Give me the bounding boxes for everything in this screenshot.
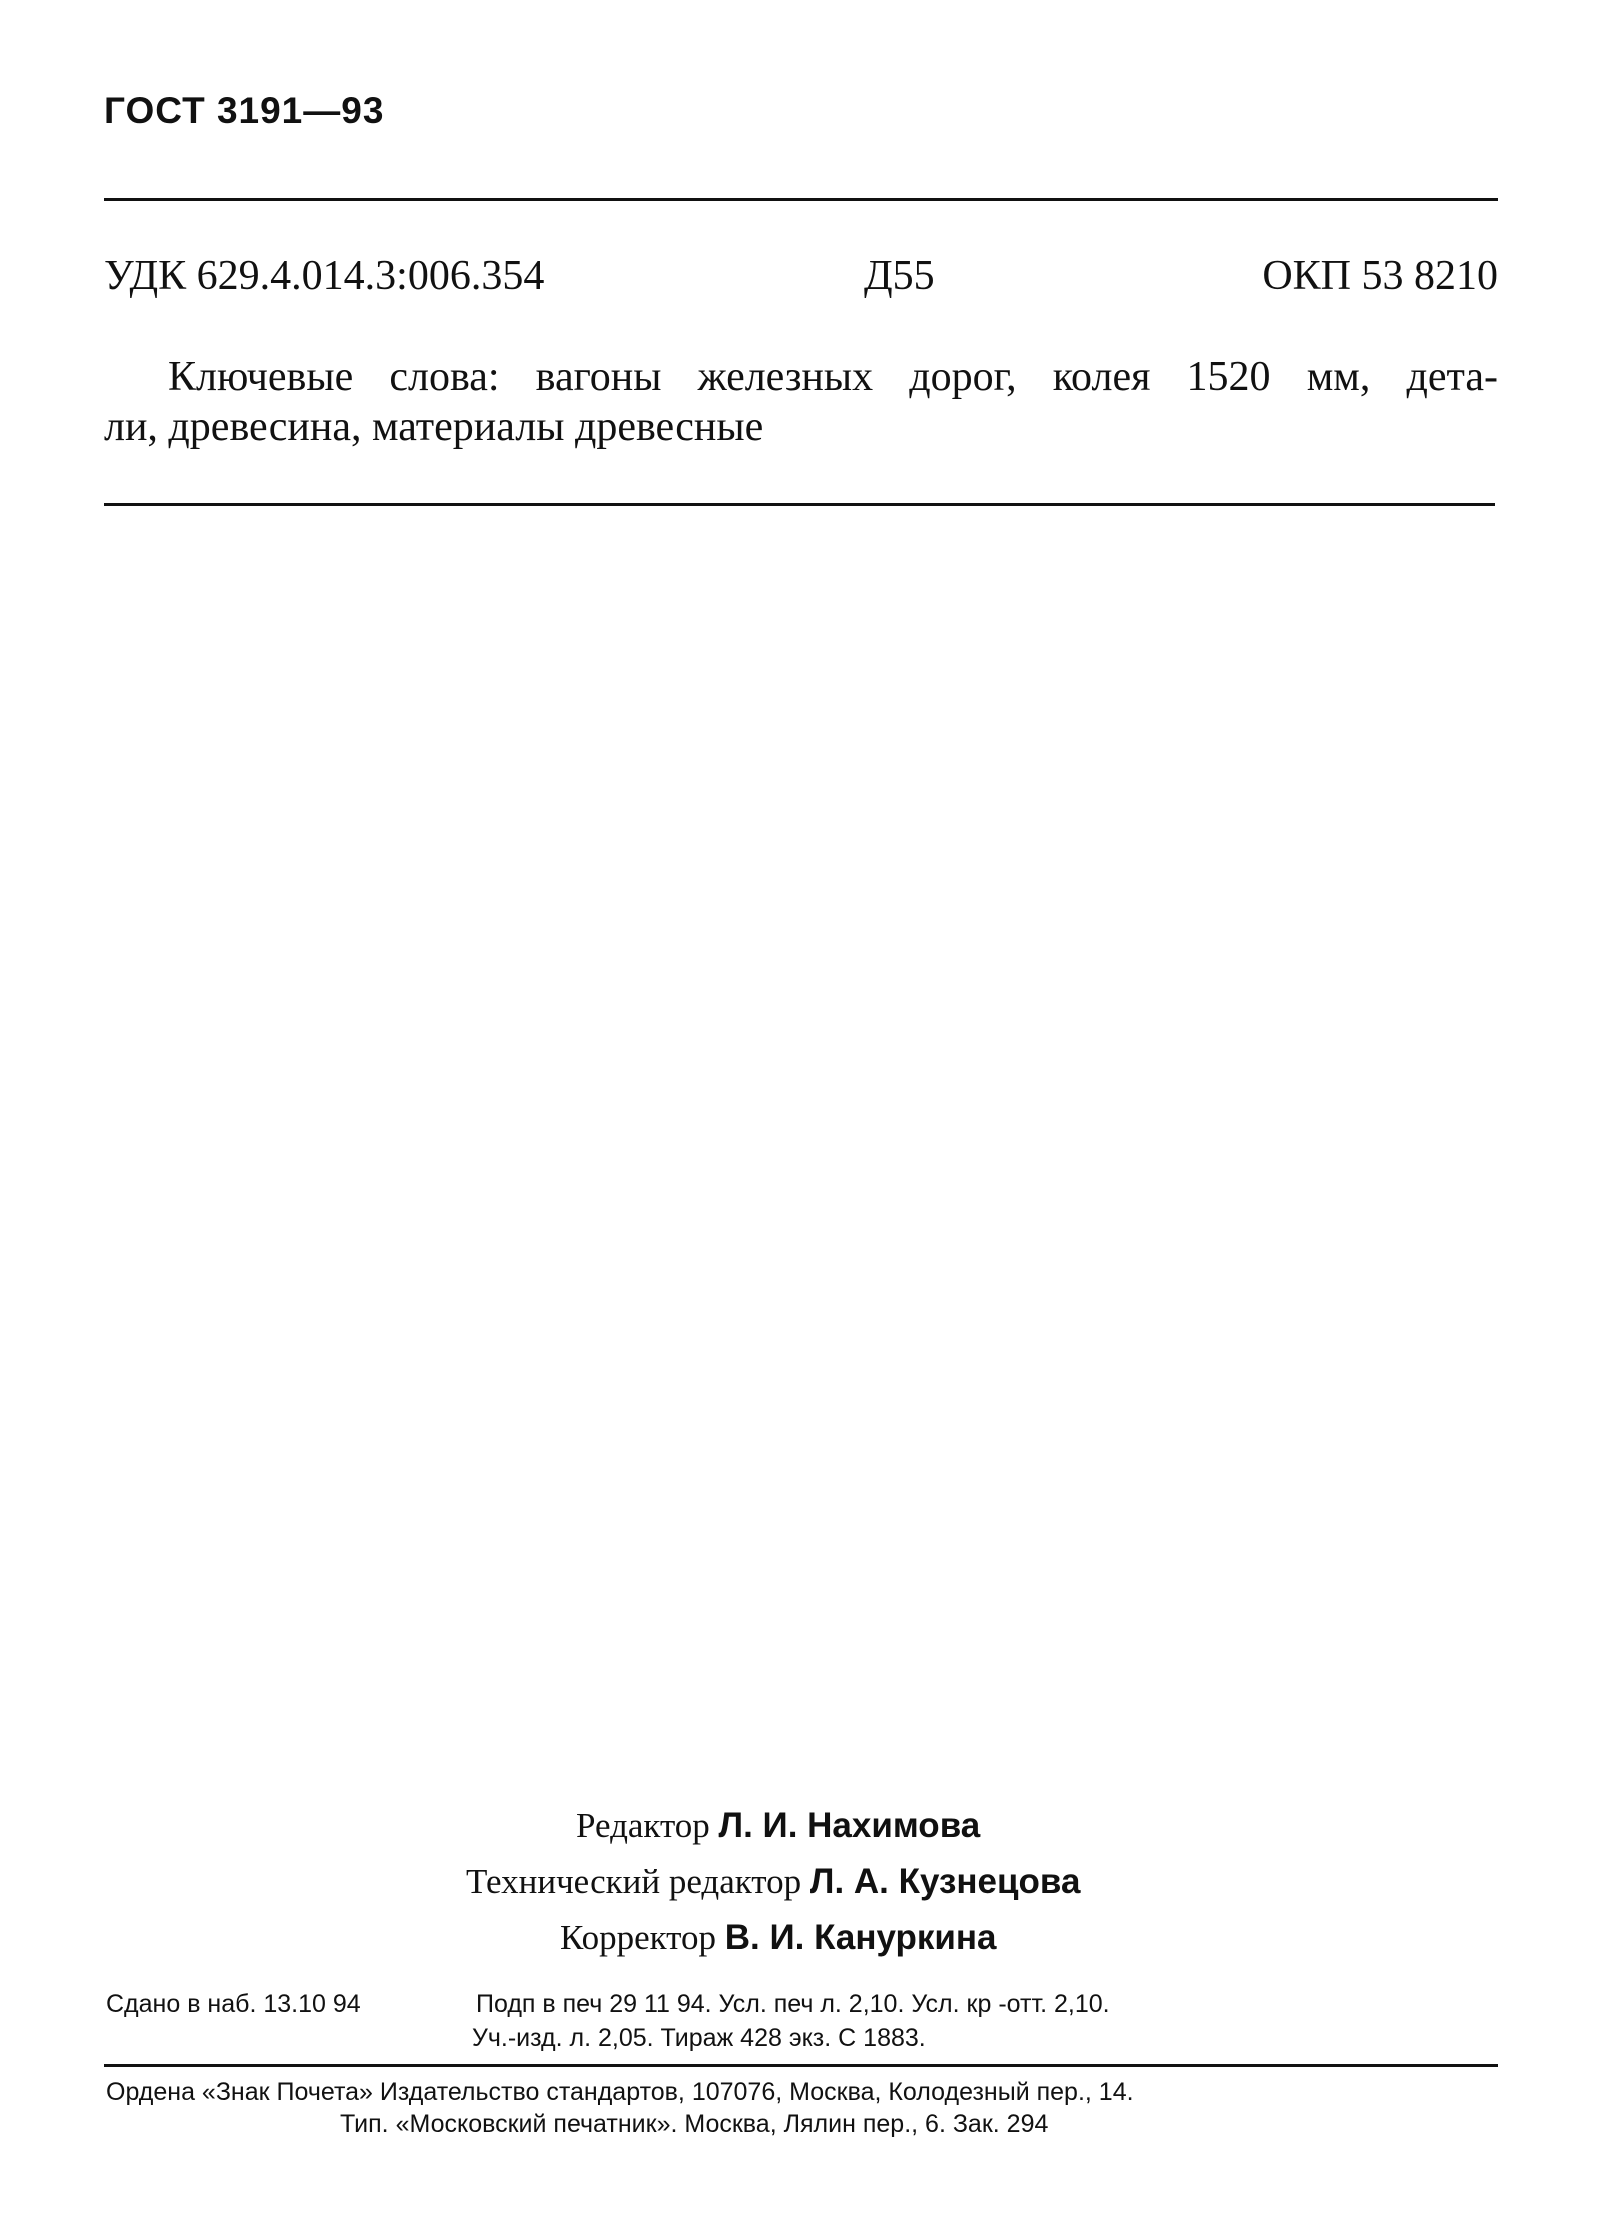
keywords-paragraph <box>104 352 1498 452</box>
group-code: Д55 <box>864 253 935 299</box>
corrector-role: Корректор <box>560 1918 717 1957</box>
imprint-print-info: Подп в печ 29 11 94. Усл. печ л. 2,10. Усл. кр -отт. 2,10. <box>476 1990 1110 2018</box>
keywords-line: ли, древесина, материалы древесные <box>104 404 764 450</box>
editor-role: Редактор <box>576 1806 710 1845</box>
document-code: ГОСТ 3191—93 <box>104 90 385 131</box>
udk-code: УДК 629.4.014.3:006.354 <box>104 253 545 299</box>
keywords-divider <box>104 503 1495 506</box>
editor-name: Л. И. Нахимова <box>718 1806 981 1845</box>
classification-row <box>104 252 1498 302</box>
tech-editor-line <box>466 1856 1080 1908</box>
top-divider <box>104 198 1498 201</box>
imprint-circulation: Уч.-изд. л. 2,05. Тираж 428 экз. С 1883. <box>472 2024 926 2052</box>
okp-code: ОКП 53 8210 <box>1262 253 1498 299</box>
imprint-divider <box>104 2064 1498 2067</box>
imprint-submitted: Сдано в наб. 13.10 94 <box>106 1990 361 2018</box>
corrector-name: В. И. Кануркина <box>724 1918 997 1957</box>
corrector-line <box>560 1912 997 1964</box>
tech-editor-role: Технический редактор <box>466 1862 802 1901</box>
tech-editor-name: Л. А. Кузнецова <box>809 1862 1081 1901</box>
keywords-line: Ключевые слова: вагоны железных дорог, колея 1520 мм, дета- <box>168 354 1498 400</box>
imprint-publisher: Ордена «Знак Почета» Издательство стандартов, 107076, Москва, Колодезный пер., 14. <box>106 2078 1134 2106</box>
editor-line <box>576 1800 980 1852</box>
imprint-printer: Тип. «Московский печатник». Москва, Лялин пер., 6. Зак. 294 <box>340 2110 1049 2138</box>
